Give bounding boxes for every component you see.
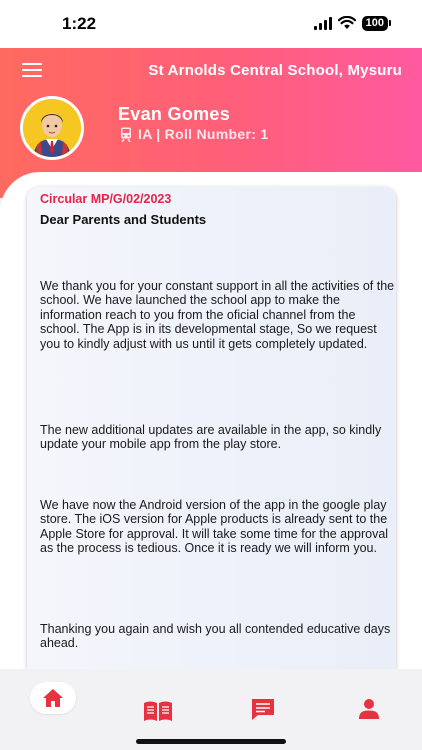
status-bar xyxy=(0,0,422,48)
battery-indicator: 100 xyxy=(362,16,388,31)
message-icon xyxy=(250,697,276,721)
circular-paragraph-4: Thanking you again and wish you all contended educative days ahead. xyxy=(40,622,391,651)
train-icon xyxy=(120,127,132,142)
wifi-icon xyxy=(338,16,356,30)
circular-title: Dear Parents and Students xyxy=(40,212,207,227)
circular-paragraph-3: We have now the Android version of the app in the google play store. The iOS version for Apple products is already sent to the Apple Store for approval. It will take some time for the approval as the process is tedious. Once it is ready we will inform you. xyxy=(40,498,389,556)
status-time: 1:22 xyxy=(62,14,97,33)
nav-home[interactable] xyxy=(30,682,76,714)
circular-paragraph-2: The new additional updates are available in the app, so kindly update your mobile app from the play store. xyxy=(40,423,382,452)
student-avatar-icon xyxy=(23,99,81,157)
menu-icon[interactable] xyxy=(22,63,42,77)
school-name: St Arnolds Central School, Mysuru xyxy=(148,62,402,79)
nav-book[interactable] xyxy=(128,681,188,741)
nav-messages[interactable] xyxy=(233,679,293,739)
circular-paragraph-1: We thank you for your constant support in all the activities of the school. We have launched the school app to make the information reach to you from the oficial channel from the school. The App is in its developmental stage, So we request you to kindly adjust with us until it gets completely updated. xyxy=(40,279,395,351)
avatar[interactable] xyxy=(20,96,84,160)
status-icons xyxy=(314,15,388,31)
circular-number: Circular MP/G/02/2023 xyxy=(40,192,172,206)
profile-icon xyxy=(358,698,380,720)
class-roll-row xyxy=(120,126,268,142)
class-roll-text: IA | Roll Number: 1 xyxy=(138,126,269,142)
home-icon xyxy=(42,688,64,708)
student-name: Evan Gomes xyxy=(118,104,231,124)
circular-card[interactable] xyxy=(27,187,396,669)
nav-profile[interactable] xyxy=(339,679,399,739)
home-indicator xyxy=(136,739,286,744)
book-icon xyxy=(143,700,173,722)
signal-icon xyxy=(314,17,332,30)
